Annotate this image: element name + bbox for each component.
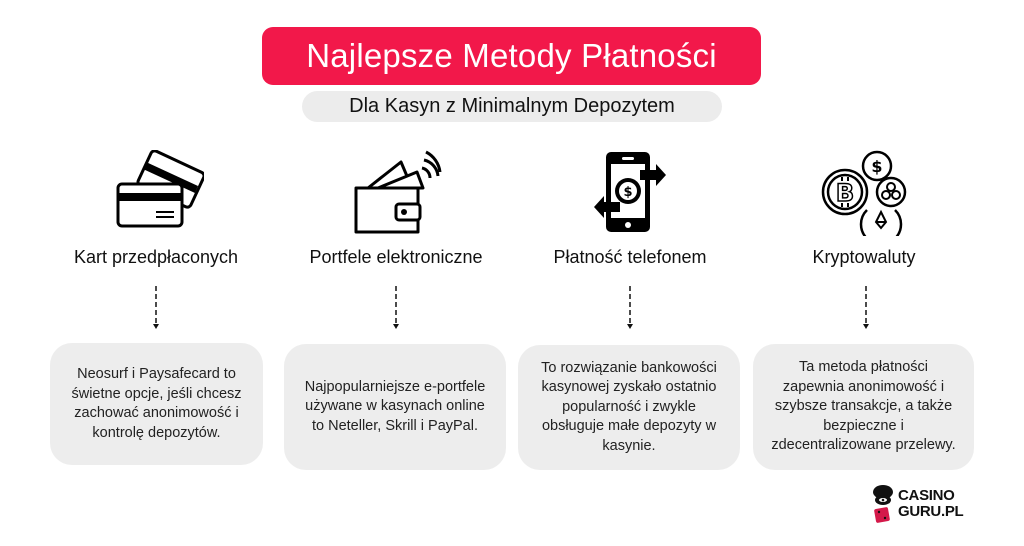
svg-text:$: $ [871,157,883,176]
method-title: Portfele elektroniczne [309,247,483,267]
crypto-coins-icon [820,150,910,236]
method-title: Płatność telefonem [553,247,707,267]
phone-payment-icon [592,150,670,236]
description-box: To rozwiązanie bankowości kasynowej zyskało ostatnio popularność i zwykle obsługuje małe depozyty w kasynie. [518,345,740,470]
subtitle-pill [302,91,722,122]
method-title: Kart przedpłaconych [73,247,239,267]
wallet-icon [350,148,442,236]
svg-text:$: $ [623,185,633,200]
method-title: Kryptowaluty [812,247,916,267]
title-banner [262,27,761,85]
description-box: Najpopularniejsze e-portfele używane w kasynach online to Neteller, Skrill i PayPal. [284,344,506,470]
dashed-arrow-icon [626,286,634,330]
logo-line-1: CASINO [898,487,955,504]
description-box: Ta metoda płatności zapewnia anonimowość i szybsze transakcje, a także bezpieczne i zdecentralizowane przelewy. [753,344,974,470]
casino-guru-logo [872,484,963,524]
logo-line-2: GURU.PL [898,503,964,520]
dashed-arrow-icon [862,286,870,330]
description-box: Neosurf i Paysafecard to świetne opcje, jeśli chcesz zachować anonimowość i kontrolę depozytów. [50,343,263,465]
page-title: Najlepsze Metody Płatności [306,37,717,74]
casino-guru-mascot-icon [872,484,894,524]
dashed-arrow-icon [152,286,160,330]
svg-text:B: B [835,179,855,207]
dashed-arrow-icon [392,286,400,330]
credit-cards-icon [112,150,204,234]
page-subtitle: Dla Kasyn z Minimalnym Depozytem [349,95,675,117]
